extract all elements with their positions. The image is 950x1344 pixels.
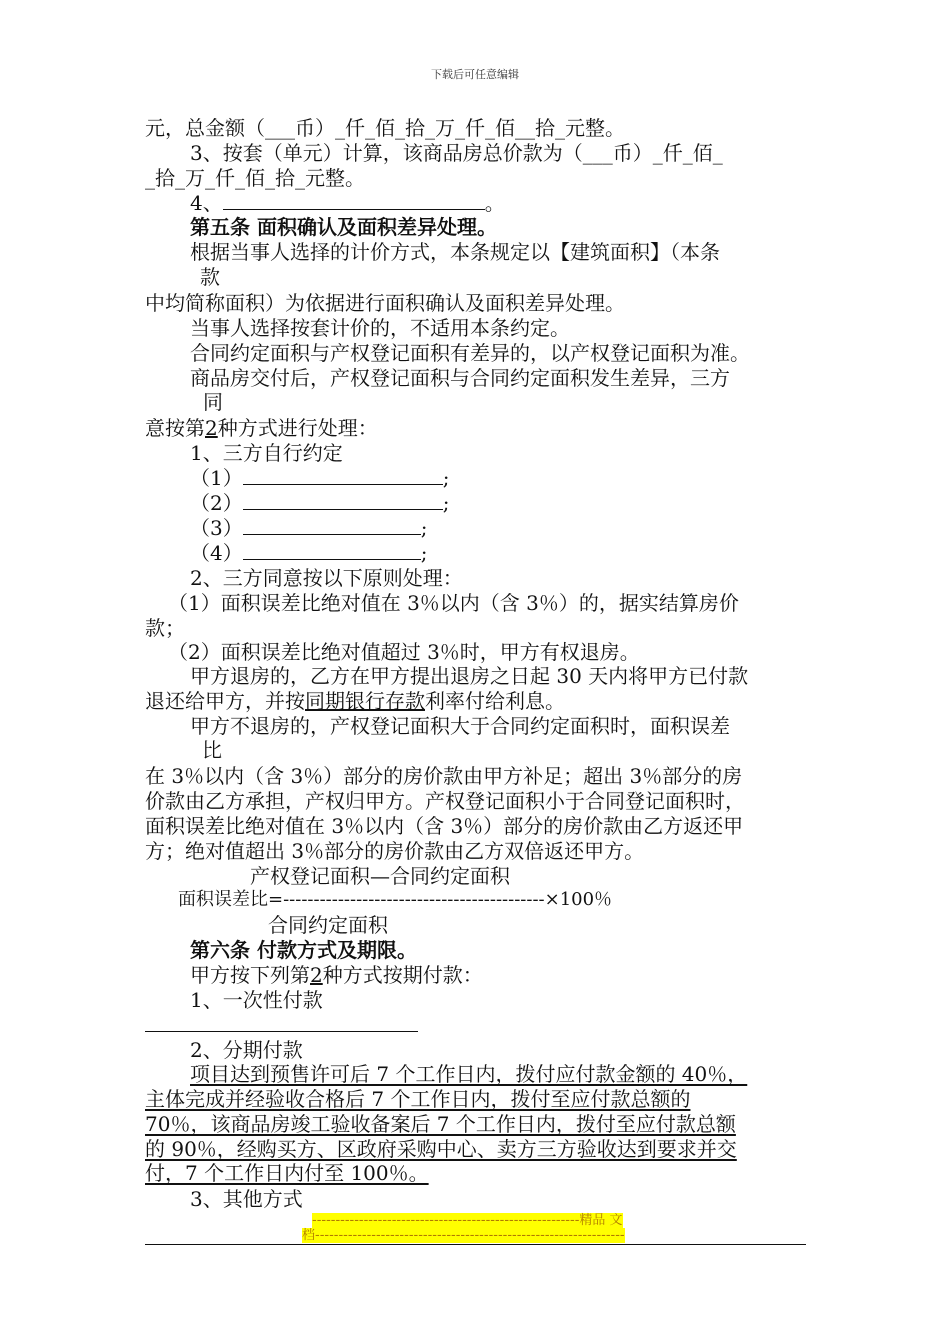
text-line: 甲方退房的，乙方在甲方提出退房之日起 30 天内将甲方已付款 <box>190 664 749 688</box>
text-line: （1）面积误差比绝对值在 3％以内（含 3％）的，据实结算房价 <box>168 591 739 615</box>
semicolon: ; <box>442 466 450 490</box>
fill-blank[interactable] <box>223 191 485 210</box>
option-1-item <box>190 516 427 540</box>
item-label: （4） <box>190 541 243 565</box>
text-line: 款； <box>145 616 185 640</box>
fill-blank[interactable] <box>243 466 443 485</box>
footer-watermark-line2: 档------------------------------------------------------------------ <box>302 1228 625 1243</box>
text-line: 商品房交付后，产权登记面积与合同约定面积发生差异，三方 <box>190 366 730 390</box>
option-1-item <box>190 491 449 515</box>
item-4-label: 4、 <box>190 191 223 215</box>
text: 退还给甲方，并按 <box>145 689 305 713</box>
payment-option-2: 2、分期付款 <box>190 1038 303 1062</box>
text-line: 当事人选择按套计价的，不适用本条约定。 <box>190 316 570 340</box>
option-number[interactable]: 2 <box>205 416 218 440</box>
semicolon: ; <box>442 491 450 515</box>
text-line: 中均简称面积）为依据进行面积确认及面积差异处理。 <box>145 291 625 315</box>
article-5-heading: 第五条 面积确认及面积差异处理。 <box>190 215 497 239</box>
underlined-term: 同期银行存款 <box>305 689 425 713</box>
text-line: 根据当事人选择的计价方式，本条规定以【建筑面积】（本条 <box>190 240 720 264</box>
option-2: 2、三方同意按以下原则处理： <box>190 566 463 590</box>
text-line: 方；绝对值超出 3％部分的房价款由乙方双倍返还甲方。 <box>145 839 645 863</box>
installment-text: 的 90％，经购买方、区政府采购中心、卖方三方验收达到要求并交 <box>145 1137 737 1161</box>
installment-text: 主体完成并经验收合格后 7 个工作日内，拨付至应付款总额的 <box>145 1087 691 1111</box>
option-number[interactable]: 2 <box>310 963 323 987</box>
text-line: 元，总金额（___币）_仟_佰_拾_万_仟_佰__拾_元整。 <box>145 116 625 140</box>
text: 意按第 <box>145 416 205 440</box>
text-line <box>190 963 483 987</box>
formula-denominator: 合同约定面积 <box>268 913 388 937</box>
fill-blank-line[interactable] <box>145 1031 418 1032</box>
option-1-item <box>190 541 427 565</box>
text-line: （2）面积误差比绝对值超过 3％时，甲方有权退房。 <box>168 640 640 664</box>
payment-option-1: 1、一次性付款 <box>190 988 323 1012</box>
text-line: 价款由乙方承担，产权归甲方。产权登记面积小于合同登记面积时， <box>145 789 745 813</box>
option-1: 1、三方自行约定 <box>190 441 343 465</box>
payment-option-3: 3、其他方式 <box>190 1187 303 1211</box>
text-line: 同 <box>203 390 223 414</box>
text-line: 在 3％以内（含 3％）部分的房价款由甲方补足；超出 3％部分的房 <box>145 764 743 788</box>
formula-line: 面积误差比=-------------------------------------------×100％ <box>178 889 613 910</box>
item-label: （3） <box>190 516 243 540</box>
item-4-line <box>190 191 505 215</box>
fill-blank[interactable] <box>243 541 421 560</box>
period: 。 <box>484 191 505 215</box>
installment-text: 70％，该商品房竣工验收备案后 7 个工作日内，拨付至应付款总额 <box>145 1112 736 1136</box>
text-line <box>145 416 378 440</box>
semicolon: ; <box>420 516 428 540</box>
page-header: 下载后可任意编辑 <box>431 68 519 81</box>
text: 种方式按期付款： <box>322 963 483 987</box>
fill-blank[interactable] <box>243 491 443 510</box>
text-line: 面积误差比绝对值在 3％以内（含 3％）部分的房价款由乙方返还甲 <box>145 814 744 838</box>
text-line: 合同约定面积与产权登记面积有差异的，以产权登记面积为准。 <box>190 341 750 365</box>
text-line: 款 <box>200 265 220 289</box>
semicolon: ; <box>420 541 428 565</box>
article-6-heading: 第六条 付款方式及期限。 <box>190 938 417 962</box>
text-line: 3、按套（单元）计算，该商品房总价款为（___币）_仟_佰_ <box>190 141 723 165</box>
footer-watermark-line1: ---------------------------------------------------------精品 文 <box>312 1213 623 1228</box>
item-label: （1） <box>190 466 243 490</box>
fill-blank[interactable] <box>243 516 421 535</box>
installment-text: 项目达到预售许可后 7 个工作日内，拨付应付款金额的 40％， <box>190 1062 748 1086</box>
formula-numerator: 产权登记面积—合同约定面积 <box>250 864 510 888</box>
text: 利率付给利息。 <box>425 689 565 713</box>
item-label: （2） <box>190 491 243 515</box>
text: 种方式进行处理： <box>217 416 378 440</box>
option-1-item <box>190 466 449 490</box>
installment-text: 付，7 个工作日内付至 100％。 <box>145 1161 429 1185</box>
text: 甲方按下列第 <box>190 963 310 987</box>
text-line <box>145 689 565 713</box>
footer-rule <box>145 1244 806 1245</box>
text-line: 比 <box>202 738 222 762</box>
text-line: 甲方不退房的，产权登记面积大于合同约定面积时，面积误差 <box>190 714 730 738</box>
text-line: _拾_万_仟_佰_拾_元整。 <box>145 166 365 190</box>
